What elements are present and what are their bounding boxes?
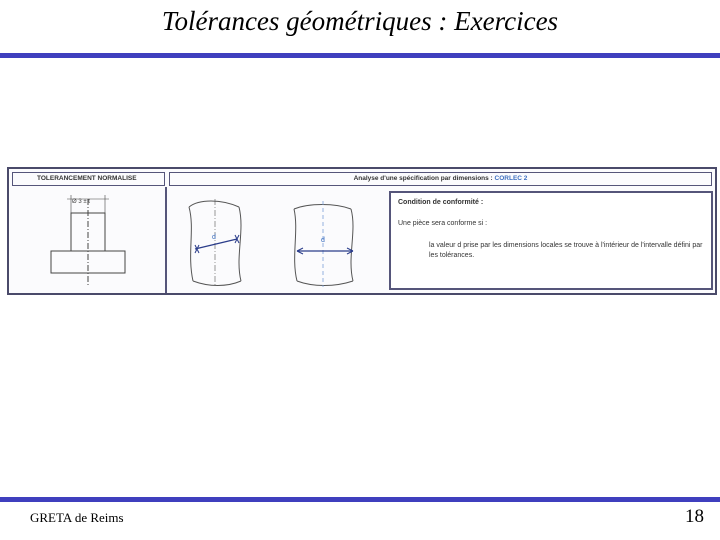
footer-left: GRETA de Reims <box>30 510 124 525</box>
condition-box <box>389 191 713 290</box>
top-rule <box>0 53 720 58</box>
cylinder-top-edge <box>189 201 239 207</box>
header-right-accent: CORLEC 2 <box>494 175 528 182</box>
cylinder-bottom-edge <box>193 281 241 286</box>
section-left-edge <box>294 209 297 281</box>
local-size-label-1: d <box>212 234 216 241</box>
header-left: TOLERANCEMENT NORMALISE <box>12 172 165 186</box>
condition-line-1: Une pièce sera conforme si : <box>398 220 488 227</box>
local-size-label-2: d <box>321 237 325 244</box>
section-right-edge <box>351 209 353 281</box>
section-drawing <box>294 201 353 287</box>
condition-title: Condition de conformité : <box>398 199 484 206</box>
cylinder-left-edge <box>189 207 193 281</box>
cylinder-right-edge <box>239 207 241 281</box>
dimension-label: Ø 3 ± t <box>72 199 90 205</box>
section-top-edge <box>294 205 351 210</box>
bottom-rule <box>0 497 720 502</box>
page-number: 18 <box>685 506 704 527</box>
local-size-line-1 <box>195 239 237 249</box>
slide-title: Tolérances géométriques : Exercices <box>161 6 559 36</box>
condition-line-2: la valeur d prise par les dimensions locales se trouve à l'intérieur de l'intervalle défini par les tolérances. <box>429 242 703 259</box>
part-drawing <box>51 195 125 287</box>
scanned-figure <box>7 167 717 295</box>
section-bottom-edge <box>297 281 353 286</box>
cylinder-drawing <box>189 199 241 287</box>
header-right-text: Analyse d'une spécification par dimensions : <box>353 175 493 182</box>
